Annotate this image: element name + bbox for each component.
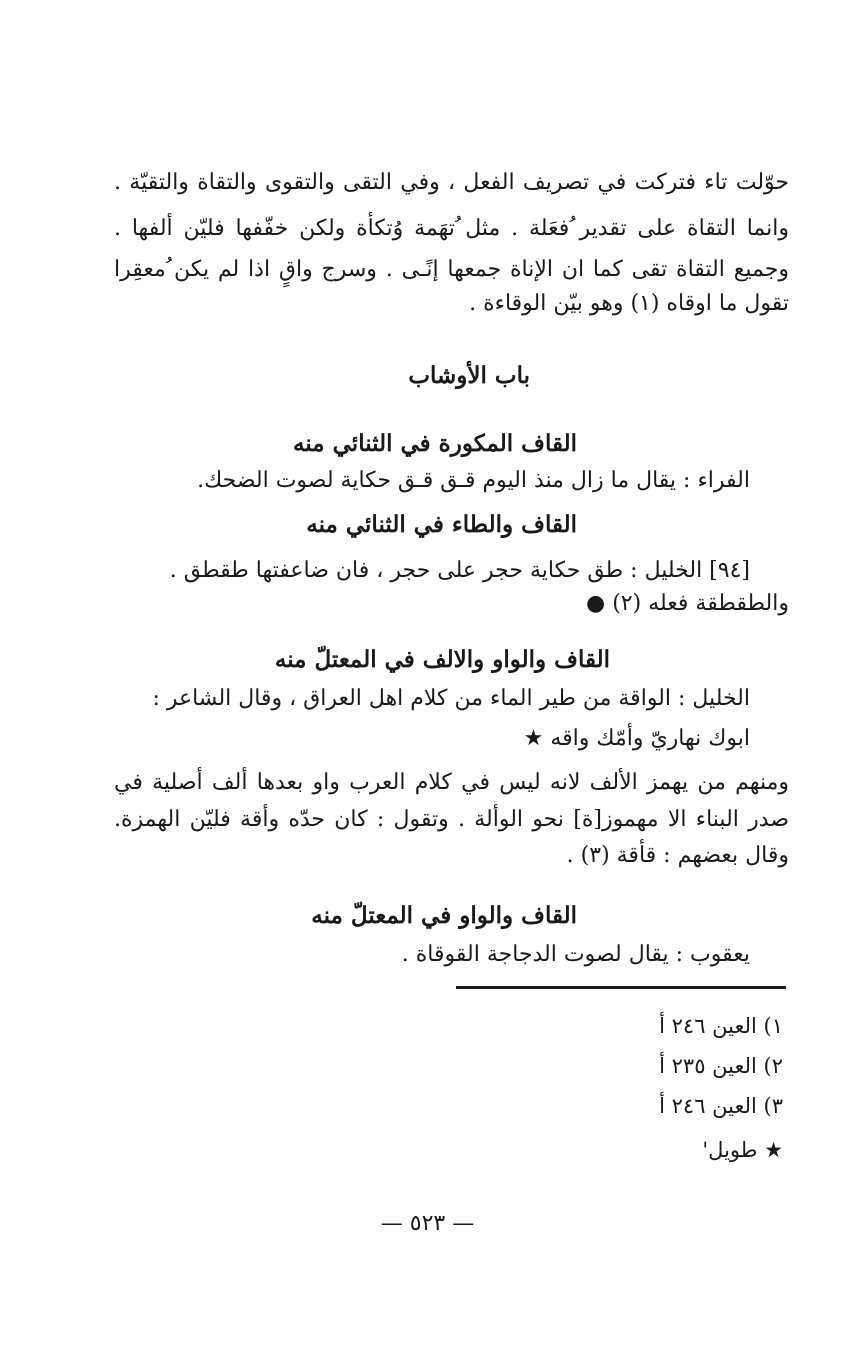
footnote: ★ طويل' [702,1138,783,1162]
footnote: ٣) العين ٢٤٦ أ [659,1094,783,1118]
footnote-divider [456,986,786,989]
section-title: القاف والواو والالف في المعتلّ منه [274,646,610,673]
footnote: ١) العين ٢٤٦ أ [659,1014,783,1038]
section-text: الخليل : الواقة من طير الماء من كلام اهل العراق ، وقال الشاعر : [152,686,750,711]
body-line: وانما التقاة على تقدير ُفعَلة . مثل ُتهَمة وُتكأة ولكن خفّفها فليّن ألفها . [114,216,789,241]
footnote: ٢) العين ٢٣٥ أ [659,1054,783,1078]
section-text: وقال بعضهم : قأقة (٣) . [566,843,789,868]
section-title: القاف والطاء في الثنائي منه [306,511,577,538]
section-title: القاف المكورة في الثنائي منه [293,430,577,457]
page-number: — ٥٢٣ — [380,1211,475,1236]
section-title: القاف والواو في المعتلّ منه [311,902,577,929]
section-text: ومنهم من يهمز الألف لانه ليس في كلام العرب واو بعدها ألف أصلية في [114,770,789,795]
chapter-title: باب الأوشاب [408,362,530,389]
section-text: الفراء : يقال ما زال منذ اليوم قـق قـق حكاية لصوت الضحك. [197,468,750,493]
section-text: [٩٤] الخليل : طق حكاية حجر على حجر ، فان ضاعفتها طقطق . [169,558,750,583]
verse-line: ابوك نهاريّ وأمّك واقه ★ [523,726,750,751]
section-text: والطقطقة فعله (٢) ● [586,591,789,616]
section-text: صدر البناء الا مهموز[ة] نحو الوألة . وتقول : كان حدّه وأقة فليّن الهمزة. [114,807,789,832]
body-line: تقول ما اوقاه (١) وهو بيّن الوقاءة . [469,291,789,316]
section-text: يعقوب : يقال لصوت الدجاجة القوقاة . [401,942,750,967]
body-line: حوّلت تاء فتركت في تصريف الفعل ، وفي التقى والتقوى والتقاة والتقيّة . [114,170,789,195]
body-line: وجميع التقاة تقى كما ان الإناة جمعها إنًـى . وسرج واقٍ اذا لم يكن ُمعقِرا [114,257,789,282]
